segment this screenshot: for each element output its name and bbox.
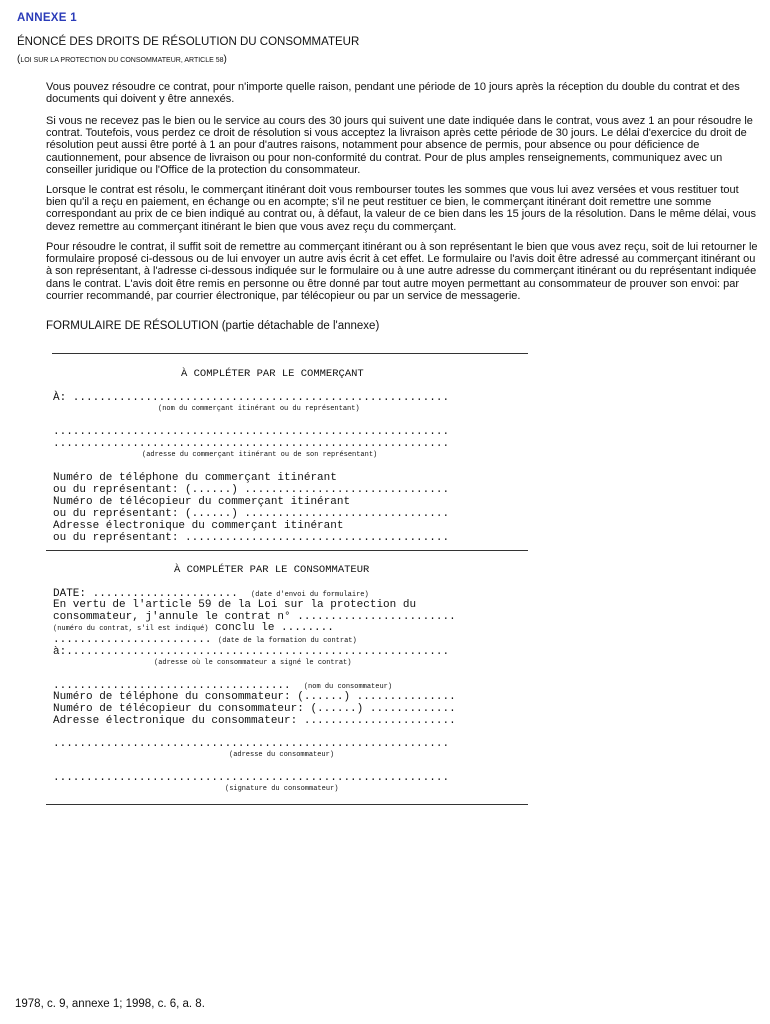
merchant-phone-field[interactable]: ou du représentant: (......) ............................... [53, 484, 450, 496]
merchant-to-field[interactable]: À: ......................................................... [53, 392, 450, 404]
merchant-name-caption: (nom du commerçant itinérant ou du représentant) [158, 405, 360, 413]
consumer-section-heading: À COMPLÉTER PAR LE CONSOMMATEUR [174, 564, 370, 576]
contract-concluded-row [53, 622, 334, 634]
contract-number-caption: (numéro du contrat, s'il est indiqué) [53, 625, 209, 633]
contract-number-field[interactable]: consommateur, j'annule le contrat n° ........................ [53, 611, 456, 623]
merchant-address-field-2[interactable]: ............................................................ [53, 438, 450, 450]
section-divider [46, 550, 528, 551]
form-top-divider [52, 353, 528, 354]
merchant-address-caption: (adresse du commerçant itinérant ou de son représentant) [142, 451, 378, 459]
form-heading: FORMULAIRE DE RÉSOLUTION (partie détachable de l'annexe) [46, 320, 380, 332]
signing-address-caption: (adresse où le consommateur a signé le contrat) [154, 659, 352, 667]
article-statement: En vertu de l'article 59 de la Loi sur la protection du [53, 599, 417, 611]
document-subtitle [17, 54, 227, 65]
formation-date-field[interactable]: ........................ [53, 634, 212, 646]
merchant-fax-label: Numéro de télécopieur du commerçant itinérant [53, 496, 351, 508]
date-field[interactable]: DATE: ...................... [53, 588, 238, 600]
signing-address-field[interactable]: à:.......................................................... [53, 646, 450, 658]
paragraph-delivery-delay: Si vous ne recevez pas le bien ou le service au cours des 30 jours qui suivent une date indiquée dans le contrat, vous avez 1 an pour résoudre le contrat. Toutefois, vous perdez ce droit de résolution si vous acceptez la livraison après cette période de 30 jours. Le délai d'exercice du droit de résolution peut aussi être porté à 1 an pour d'autres raisons, notamment pour absence de permis, pour absence ou pour déficience de cautionnement, pour absence de livraison ou pour non-conformité du contrat. Pour de plus amples renseignements, communiquez avec un conseiller juridique ou l'Office de la protection du consommateur. [46, 115, 753, 176]
paragraph-resolution-period: Vous pouvez résoudre ce contrat, pour n'importe quelle raison, pendant une période de 10 jours après la réception du double du contrat et des documents qui doivent y être annexés. [46, 81, 740, 106]
date-caption: (date d'envoi du formulaire) [251, 591, 369, 599]
merchant-fax-field[interactable]: ou du représentant: (......) ............................... [53, 508, 450, 520]
consumer-name-field[interactable]: .................................... [53, 680, 291, 692]
consumer-address-field[interactable]: ............................................................ [53, 738, 450, 750]
formation-date-caption: (date de la formation du contrat) [218, 637, 357, 645]
merchant-email-label: Adresse électronique du commerçant itinérant [53, 520, 344, 532]
merchant-email-field[interactable]: ou du représentant: ........................................ [53, 532, 450, 544]
consumer-name-caption: (nom du consommateur) [303, 683, 393, 691]
concluded-on-text[interactable]: conclu le ........ [208, 622, 334, 634]
form-bottom-divider [46, 804, 528, 805]
merchant-address-field-1[interactable]: ............................................................ [53, 426, 450, 438]
consumer-fax-field[interactable]: Numéro de télécopieur du consommateur: (......) ............. [53, 703, 456, 715]
paragraph-how-to-resolve: Pour résoudre le contrat, il suffit soit de remettre au commerçant itinérant ou à son représentant le bien que vous avez reçu, soit de lui retourner le formulaire proposé ci-dessous ou de lui envoyer un autre avis écrit à cet effet. Le formulaire ou l'avis doit être adressé au commerçant itinérant ou à son représentant, à l'adresse ci-dessous indiquée sur le formulaire ou à une autre adresse du commerçant itinérant ou du représentant indiquée dans le contrat. L'avis doit être remis en personne ou être donné par tout autre moyen permettant au consommateur de prouver son envoi: par courrier recommandé, par courrier électronique, par télécopieur ou par un service de messagerie. [46, 241, 758, 302]
consumer-address-caption: (adresse du consommateur) [229, 751, 335, 759]
subtitle-text: LOI SUR LA PROTECTION DU CONSOMMATEUR, ARTICLE 58 [20, 57, 224, 64]
legal-citation: 1978, c. 9, annexe 1; 1998, c. 6, a. 8. [15, 998, 205, 1010]
annexe-label: ANNEXE 1 [17, 12, 77, 24]
paragraph-refund: Lorsque le contrat est résolu, le commerçant itinérant doit vous rembourser toutes les sommes que vous lui avez versées et vous restituer tout bien qu'il a reçu en paiement, en échange ou en acompte; s'il ne peut restituer ce bien, le commerçant itinérant doit remettre une somme correspondant au prix de ce bien indiqué au contrat ou, à défaut, la valeur de ce bien dans les 15 jours de la résolution. Dans le même délai, vous devez remettre au commerçant itinérant le bien que vous avez reçu du commerçant. [46, 184, 756, 233]
formation-date-row[interactable] [53, 634, 357, 646]
document-title: ÉNONCÉ DES DROITS DE RÉSOLUTION DU CONSOMMATEUR [17, 36, 360, 48]
consumer-signature-field[interactable]: ............................................................ [53, 772, 450, 784]
consumer-phone-field[interactable]: Numéro de téléphone du consommateur: (......) ............... [53, 691, 456, 703]
consumer-email-field[interactable]: Adresse électronique du consommateur: ....................... [53, 715, 456, 727]
subtitle-close-paren: ) [223, 54, 227, 65]
merchant-section-heading: À COMPLÉTER PAR LE COMMERÇANT [181, 368, 364, 380]
merchant-phone-label: Numéro de téléphone du commerçant itinérant [53, 472, 337, 484]
consumer-signature-caption: (signature du consommateur) [225, 785, 339, 793]
subtitle-open-paren: ( [17, 54, 21, 65]
